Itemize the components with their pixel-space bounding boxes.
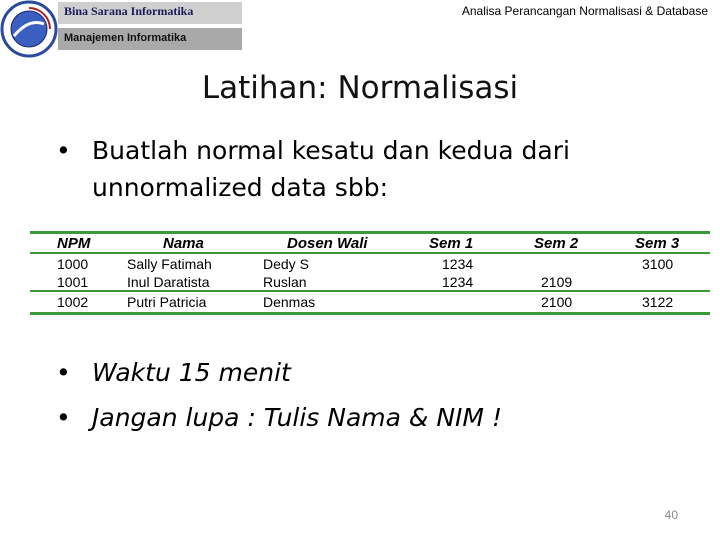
- column-header-nama: Nama: [163, 235, 204, 252]
- bullet-marker: •: [56, 403, 71, 432]
- bullet-text: Buatlah normal kesatu dan kedua dari unnormalized data sbb:: [92, 136, 570, 202]
- table-cell: Inul Daratista: [127, 274, 210, 290]
- logo-department-name: Manajemen Informatika: [64, 32, 187, 44]
- bullet-marker: •: [56, 358, 71, 387]
- table-rule-top: [30, 231, 710, 234]
- table-cell: 1001: [57, 274, 89, 290]
- slide-title: Latihan: Normalisasi: [201, 70, 519, 106]
- table-cell: 3122: [642, 294, 674, 310]
- bsi-seal-logo-icon: [0, 0, 60, 58]
- table-cell: Ruslan: [263, 274, 307, 290]
- table-cell: 1002: [57, 294, 89, 310]
- table-cell: 1000: [57, 256, 89, 272]
- table-cell: Sally Fatimah: [127, 256, 212, 272]
- column-header-sem-3: Sem 3: [635, 235, 680, 252]
- page-number: 40: [664, 508, 678, 522]
- institution-logo: [0, 0, 242, 58]
- table-cell: 2109: [541, 274, 573, 290]
- table-cell: 2100: [541, 294, 573, 310]
- bullet-item-reminder: [56, 399, 502, 436]
- logo-institution-name: Bina Sarana Informatika: [64, 4, 194, 18]
- header-course-title: Analisa Perancangan Normalisasi & Database: [461, 4, 708, 18]
- column-header-sem-2: Sem 2: [534, 235, 579, 252]
- bullet-text: Jangan lupa : Tulis Nama & NIM !: [92, 403, 502, 432]
- column-header-npm: NPM: [57, 235, 91, 252]
- table-cell: 3100: [642, 256, 674, 272]
- column-header-sem-1: Sem 1: [429, 235, 474, 252]
- table-rule-bottom: [30, 312, 710, 315]
- table-cell: Dedy S: [263, 256, 309, 272]
- table-cell: Putri Patricia: [127, 294, 207, 310]
- column-header-dosen-wali: Dosen Wali: [287, 235, 368, 252]
- table-cell: 1234: [442, 274, 474, 290]
- table-cell: 1234: [442, 256, 474, 272]
- bullet-item-time-limit: [56, 354, 291, 391]
- bullet-item-instruction: [56, 132, 652, 206]
- bullet-marker: •: [56, 136, 71, 165]
- bullet-text: Waktu 15 menit: [92, 358, 291, 387]
- unnormalized-data-table: [30, 231, 710, 315]
- table-cell: Denmas: [263, 294, 316, 310]
- table-rule-header: [30, 252, 710, 254]
